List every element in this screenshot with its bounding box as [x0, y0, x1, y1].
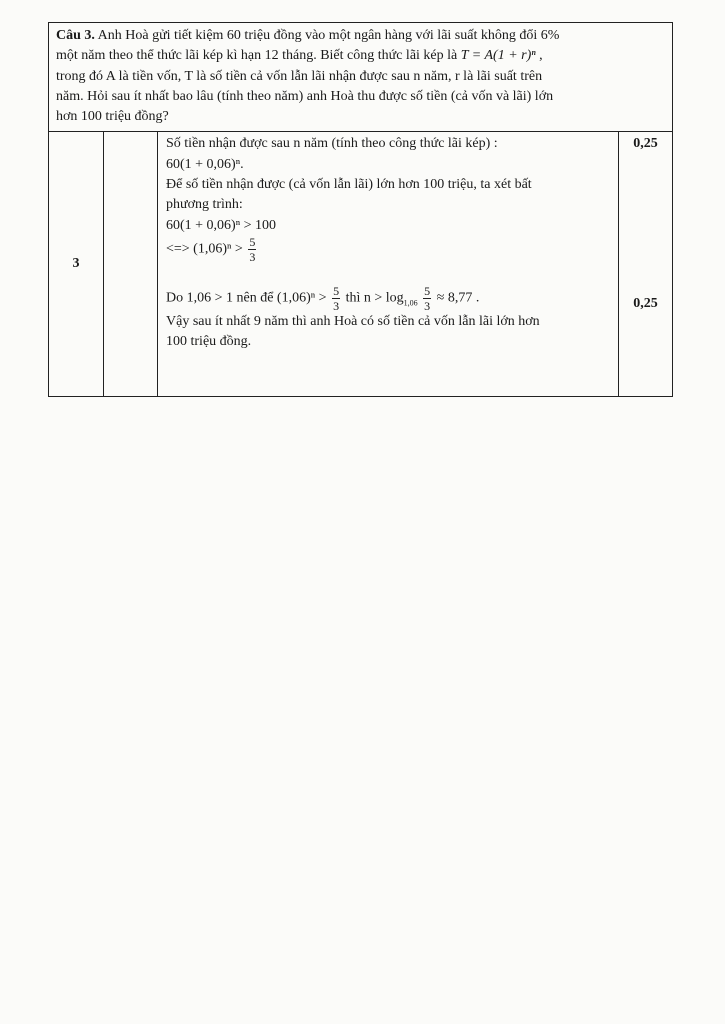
question-number: 3 [49, 132, 104, 397]
solution-line-3: Để số tiền nhận được (cả vốn lẫn lãi) lớn hơn 100 triệu, ta xét bất [166, 177, 532, 193]
question-line-2: một năm theo thể thức lãi kép kì hạn 12 tháng. Biết công thức lãi kép là T = A(1 + r)ⁿ , [56, 48, 543, 64]
question-label: Câu 3. [56, 28, 95, 43]
score-2: 0,25 [633, 296, 658, 312]
answer-row [49, 132, 673, 397]
compound-interest-formula: T = A(1 + r)ⁿ [460, 48, 536, 64]
question-row [49, 23, 673, 132]
solution-line-8: Vậy sau ít nhất 9 năm thì anh Hoà có số tiền cả vốn lẫn lãi lớn hơn [166, 313, 540, 329]
question-answer-table [48, 22, 673, 397]
solution-line-2: 60(1 + 0,06)ⁿ. [166, 156, 244, 172]
solution-line-6: <=> (1,06)ⁿ > $\frac{5}{3}$ [166, 234, 256, 264]
question-line-3: trong đó A là tiền vốn, T là số tiền cả vốn lẫn lãi nhận được sau n năm, r là lãi suất trên [56, 68, 543, 84]
question-line-1: Câu 3. Anh Hoà gửi tiết kiệm 60 triệu đồng vào một ngân hàng với lãi suất không đổi 6% [56, 28, 560, 43]
fraction-five-thirds-2: $\frac{5}{3}$ [333, 283, 340, 313]
question-line-5: hơn 100 triệu đồng? [56, 109, 169, 125]
solution-line-1: Số tiền nhận được sau n năm (tính theo công thức lãi kép) : [166, 136, 498, 152]
solution-line-5: 60(1 + 0,06)ⁿ > 100 [166, 217, 277, 233]
question-cell [49, 23, 673, 132]
solution-line-9: 100 triệu đồng. [166, 334, 252, 350]
score-1: 0,25 [633, 136, 658, 152]
solution-line-4: phương trình: [166, 197, 243, 213]
fraction-five-thirds-3: $\frac{5}{3}$ [424, 283, 431, 313]
solution-cell [158, 132, 619, 397]
question-line-4: năm. Hỏi sau ít nhất bao lâu (tính theo năm) anh Hoà thu được số tiền (cả vốn và lãi) lớn [56, 88, 554, 104]
fraction-five-thirds: $\frac{5}{3}$ [249, 234, 256, 264]
empty-column [104, 132, 158, 397]
score-cell [619, 132, 673, 397]
solution-line-7: Do 1,06 > 1 nên để (1,06)ⁿ > $\frac{5}{3}$ thì $n > \log_{1,06}$ $\frac{5}{3}$ ≈ 8,77 . [166, 283, 480, 313]
